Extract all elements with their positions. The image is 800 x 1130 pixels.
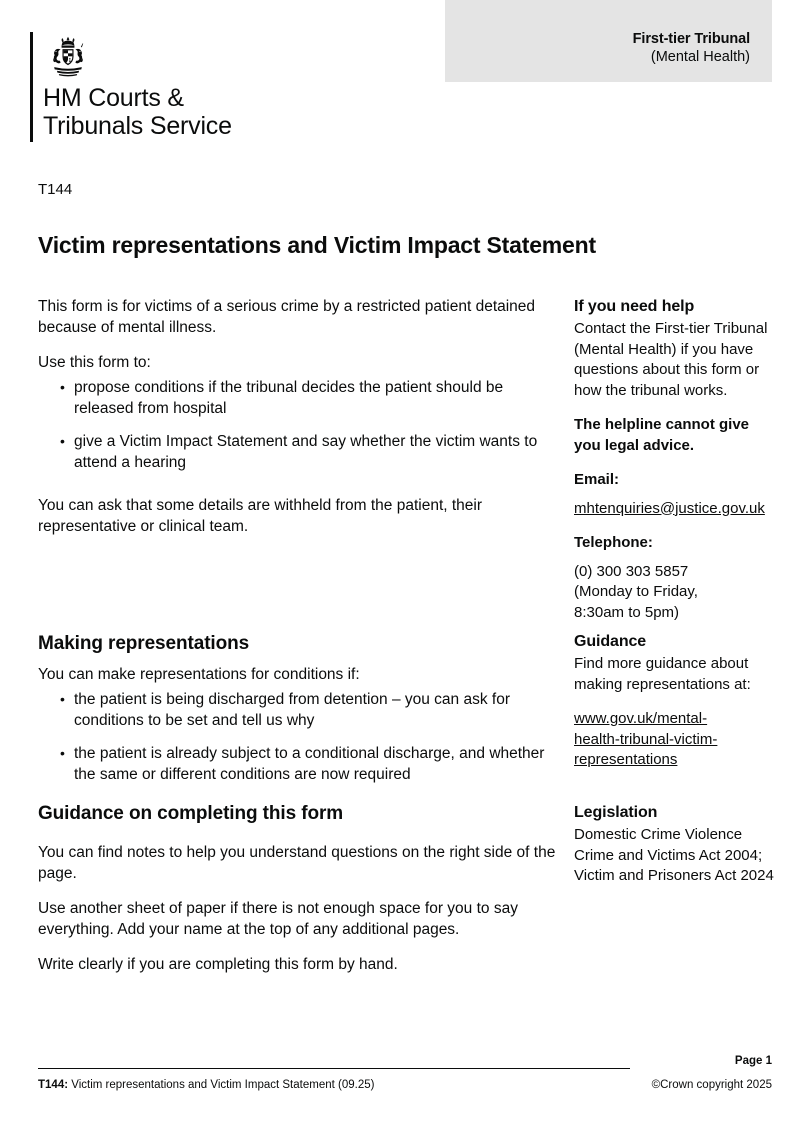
guidance-heading: Guidance [574, 633, 647, 650]
hmcts-wordmark [43, 84, 232, 140]
legislation-section [574, 802, 774, 901]
making-representations-heading: Making representations [38, 633, 250, 654]
tribunal-jurisdiction: (Mental Health) [650, 49, 750, 65]
use-this-form-list [38, 377, 563, 473]
email-label: Email: [574, 471, 620, 488]
guidance-url-line2: health-tribunal-victim- [574, 730, 718, 748]
tribunal-name: First-tier Tribunal [632, 31, 750, 47]
hmcts-wordmark-line2: Tribunals Service [43, 112, 232, 140]
list-item: • the patient is being discharged from detention – you can ask for conditions to be set and tell us why [38, 689, 563, 731]
help-section [574, 296, 774, 623]
telephone-number: (0) 300 303 5857 [574, 562, 689, 580]
form-code: T144 [38, 181, 73, 198]
page-footer [0, 1050, 800, 1120]
guidance-url-line1: www.gov.uk/mental- [574, 710, 708, 727]
list-item: • propose conditions if the tribunal decides the patient should be released from hospital [38, 377, 563, 419]
help-heading: If you need help [574, 298, 695, 315]
footer-form-reference [38, 1078, 374, 1093]
guidance-completing-paragraph-3: Write clearly if you are completing this form by hand. [38, 956, 398, 973]
guidance-completing-paragraph-2: Use another sheet of paper if there is not enough space for you to say everything. Add your name at the top of any additional pages. [38, 900, 518, 938]
telephone-hours-line2: 8:30am to 5pm) [574, 603, 680, 621]
intro-paragraph-2: You can ask that some details are withheld from the patient, their representative or clinical team. [38, 497, 483, 535]
guidance-completing-heading: Guidance on completing this form [38, 803, 344, 824]
telephone-label: Telephone: [574, 534, 653, 551]
email-link[interactable]: mhtenquiries@justice.gov.uk [574, 499, 765, 517]
royal-coat-of-arms-icon [45, 34, 91, 80]
making-representations-list [38, 689, 563, 785]
guidance-url-link[interactable] [574, 709, 774, 771]
legislation-heading: Legislation [574, 804, 658, 821]
guidance-section [574, 631, 774, 771]
making-representations-section [38, 632, 563, 799]
guidance-url-line3: representations [574, 751, 678, 768]
intro-section [38, 296, 563, 551]
page-header [0, 0, 800, 150]
page-number: Page 1 [734, 1055, 772, 1067]
guidance-body: Find more guidance about making representations at: [574, 655, 751, 693]
hmcts-wordmark-line1: HM Courts & [43, 84, 184, 112]
making-representations-lead: You can make representations for conditions if: [38, 666, 360, 683]
hmcts-logo [30, 32, 232, 142]
guidance-completing-section [38, 802, 563, 989]
guidance-completing-paragraph-1: You can find notes to help you understand questions on the right side of the page. [38, 844, 556, 882]
copyright-notice: ©Crown copyright 2025 [651, 1079, 772, 1091]
helpline-notice: The helpline cannot give you legal advice. [574, 416, 750, 454]
intro-paragraph-1: This form is for victims of a serious crime by a restricted patient detained because of mental illness. [38, 298, 536, 336]
footer-divider [38, 1068, 630, 1069]
telephone-value [574, 562, 774, 624]
use-this-form-lead: Use this form to: [38, 354, 151, 371]
page-title: Victim representations and Victim Impact Statement [38, 232, 596, 259]
footer-form-description: Victim representations and Victim Impact Statement (09.25) [71, 1079, 375, 1091]
footer-form-code: T144: [38, 1079, 69, 1091]
telephone-hours-line1: (Monday to Friday, [574, 583, 698, 600]
list-item: • the patient is already subject to a conditional discharge, and whether the same or different conditions are now required [38, 743, 563, 785]
help-body: Contact the First-tier Tribunal (Mental Health) if you have questions about this form or how the tribunal works. [574, 320, 768, 399]
list-item: • give a Victim Impact Statement and say whether the victim wants to attend a hearing [38, 431, 563, 473]
tribunal-identifier-box [445, 0, 772, 82]
legislation-body: Domestic Crime Violence Crime and Victims Act 2004; Victim and Prisoners Act 2024 [574, 826, 774, 884]
